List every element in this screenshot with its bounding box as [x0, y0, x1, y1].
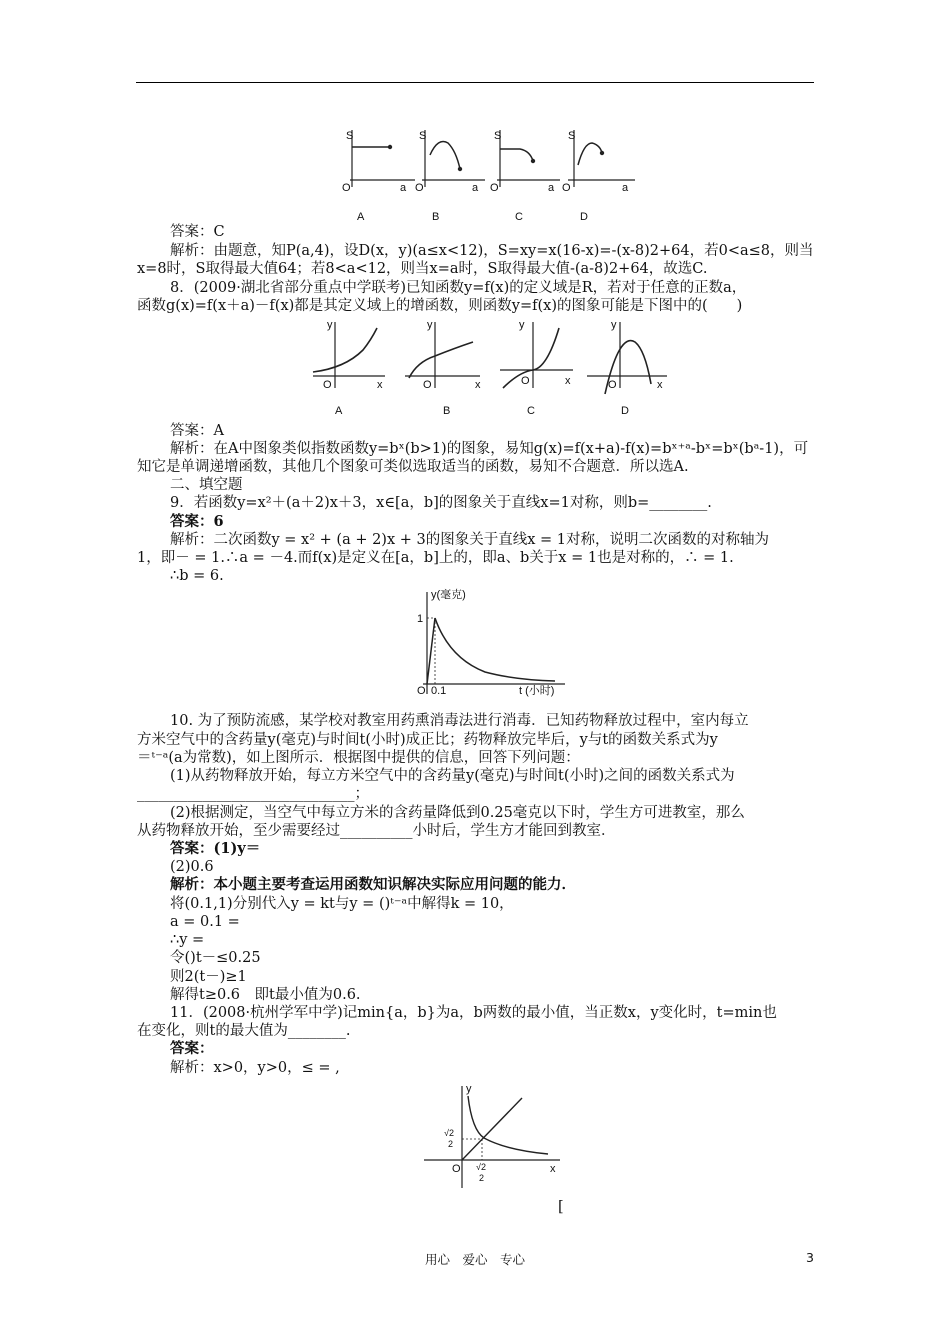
- svg-text:x: x: [377, 379, 383, 391]
- line-14: ∴b = 6.: [170, 568, 224, 584]
- svg-text:y: y: [427, 319, 433, 331]
- line-20: (2)根据测定，当空气中每立方米的含药量降低到0.25毫克以下时，学生方可进教室，那么: [170, 805, 745, 821]
- line-5: 函数g(x)=f(x＋a)－f(x)都是其定义域上的增函数，则函数y=f(x)的图象可能是下图中的( ): [137, 298, 743, 314]
- svg-text:O: O: [608, 379, 617, 391]
- line-28: 令()t－≤0.25: [170, 950, 261, 966]
- graph-b: [405, 319, 481, 417]
- svg-text:O: O: [490, 182, 499, 194]
- line-23: (2)0.6: [170, 859, 214, 875]
- graph-a: [342, 130, 415, 223]
- svg-text:y: y: [519, 319, 525, 331]
- line-18: (1)从药物释放开始，每立方米空气中的含药量y(毫克)与时间t(小时)之间的函数关系式为: [170, 768, 735, 784]
- svg-text:O: O: [417, 685, 426, 697]
- svg-text:D: D: [580, 211, 588, 223]
- svg-text:x: x: [657, 379, 663, 391]
- line-10: 9．若函数y=x²＋(a＋2)x＋3，x∈[a，b]的图象关于直线x=1对称，则b=________.: [170, 495, 712, 511]
- svg-text:A: A: [335, 405, 343, 417]
- line-32: 在变化，则t的最大值为________.: [137, 1023, 351, 1039]
- figure-s-a-graphs: [330, 125, 650, 225]
- svg-text:a: a: [400, 182, 407, 194]
- line-21: 从药物释放开始，至少需要经过__________小时后，学生方才能回到教室．: [137, 823, 616, 839]
- svg-text:S: S: [346, 130, 354, 142]
- footer-text: 用心 爱心 专心: [424, 1252, 525, 1267]
- svg-text:a: a: [472, 182, 479, 194]
- svg-text:y(毫克): y(毫克): [431, 589, 466, 601]
- line-13: 1，即－ = 1.∴a = －4.而f(x)是定义在[a，b]上的，即a、b关于x = 1也是对称的，∴ = 1.: [137, 550, 734, 566]
- graph-b: [415, 130, 485, 223]
- line-11: 答案：6: [170, 513, 224, 530]
- line-4: 8．(2009·湖北省部分重点中学联考)已知函数y=f(x)的定义域是R，若对于任意的正数a，: [170, 280, 747, 296]
- svg-text:√2: √2: [444, 1128, 454, 1138]
- figure-min-graph: [420, 1080, 570, 1192]
- label-analysis: 解析：本小题主要考查运用函数知识解决实际应用问题的能力．: [170, 876, 576, 893]
- line-1: 答案：C: [170, 224, 225, 240]
- line-24: [170, 876, 576, 894]
- svg-text:2: 2: [448, 1139, 454, 1149]
- line-3: x=8时，S取得最大值64；若8<a<12，则当x=a时，S取得最大值-(a-8)2+64，故选C.: [137, 261, 708, 277]
- svg-text:y: y: [466, 1083, 472, 1095]
- svg-text:O: O: [452, 1163, 461, 1175]
- line-34: 解析：x>0，y>0，≤ = ,: [170, 1060, 340, 1076]
- svg-text:a: a: [548, 182, 555, 194]
- svg-text:B: B: [432, 211, 440, 223]
- line-27: ∴y =: [170, 932, 205, 948]
- line-22: 答案：(1)y＝: [170, 840, 261, 857]
- svg-text:O: O: [423, 379, 432, 391]
- line-9: 二、填空题: [170, 477, 243, 493]
- svg-text:y: y: [611, 319, 617, 331]
- svg-text:C: C: [527, 405, 535, 417]
- line-19: ______________________________；: [137, 786, 369, 802]
- line-30: 解得t≥0.6 即t最小值为0.6.: [170, 987, 361, 1003]
- svg-text:C: C: [515, 211, 523, 223]
- line-12: 解析：二次函数y = x² + (a + 2)x + 3的图象关于直线x = 1对称，说明二次函数的对称轴为: [170, 532, 770, 548]
- line-17: ＝ᵗ⁻ᵃ(a为常数)，如上图所示．根据图中提供的信息，回答下列问题：: [137, 750, 580, 766]
- svg-text:D: D: [621, 405, 629, 417]
- svg-text:a: a: [622, 182, 629, 194]
- graph-a: [313, 319, 385, 417]
- svg-text:1: 1: [417, 613, 424, 625]
- svg-text:O: O: [323, 379, 332, 391]
- svg-text:2: 2: [479, 1173, 485, 1183]
- graph-d: [587, 319, 667, 417]
- figure-y-x-graphs: [305, 318, 675, 418]
- svg-text:√2: √2: [476, 1162, 486, 1172]
- svg-text:0.1: 0.1: [431, 685, 447, 697]
- line-26: a = 0.1 =: [170, 914, 240, 930]
- svg-text:S: S: [568, 130, 576, 142]
- svg-text:x: x: [565, 375, 571, 387]
- svg-text:S: S: [494, 130, 502, 142]
- svg-text:x: x: [550, 1163, 556, 1175]
- line-7: 解析：在A中图象类似指数函数y=bˣ(b>1)的图象，易知g(x)=f(x+a)-f(x)=bˣ⁺ᵃ-bˣ=bˣ(bᵃ-1)，可: [170, 441, 809, 457]
- line-31: 11．(2008·杭州学军中学)记min{a，b}为a，b两数的最小值，当正数x，y变化时，t=min也: [170, 1005, 777, 1021]
- header-rule: [136, 82, 814, 83]
- graph-d: [562, 130, 635, 223]
- line-15: 10. 为了预防流感，某学校对教室用药熏消毒法进行消毒．已知药物释放过程中，室内每立: [170, 713, 749, 729]
- svg-text:y: y: [327, 319, 333, 331]
- page-number: 3: [806, 1250, 814, 1265]
- line-25: 将(0.1,1)分别代入y = kt与y = ()ᵗ⁻ᵃ中解得k = 10，: [170, 896, 514, 912]
- svg-text:O: O: [562, 182, 571, 194]
- line-6: 答案：A: [170, 423, 224, 439]
- line-35: [: [558, 1199, 564, 1215]
- figure-drug-decay: [405, 586, 575, 698]
- graph-c: [500, 319, 573, 417]
- svg-text:B: B: [443, 405, 451, 417]
- svg-text:O: O: [342, 182, 351, 194]
- svg-text:S: S: [419, 130, 427, 142]
- svg-text:x: x: [475, 379, 481, 391]
- svg-text:O: O: [415, 182, 424, 194]
- svg-text:A: A: [357, 211, 365, 223]
- svg-text:O: O: [521, 375, 530, 387]
- line-29: 则2(t－)≥1: [170, 969, 247, 985]
- svg-text:t (小时): t (小时): [519, 685, 555, 697]
- line-8: 知它是单调递增函数，其他几个图象可类似选取适当的函数，易知不合题意．所以选A.: [137, 459, 689, 475]
- line-2: 解析：由题意，知P(a,4)，设D(x，y)(a≤x<12)，S=xy=x(16-x)=-(x-8)2+64，若0<a≤8，则当: [170, 243, 814, 259]
- line-33: 答案：: [170, 1040, 214, 1057]
- line-16: 方米空气中的含药量y(毫克)与时间t(小时)成正比；药物释放完毕后，y与t的函数关系式为y: [137, 732, 718, 748]
- graph-c: [490, 130, 560, 223]
